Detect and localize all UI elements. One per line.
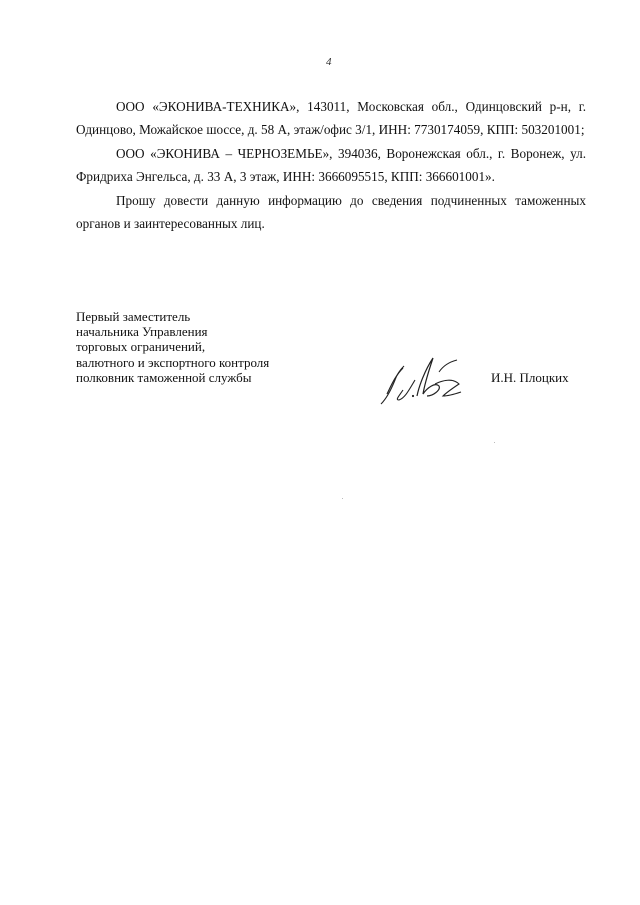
signatory-title-line: Первый заместитель xyxy=(76,309,191,324)
company-ekoniva-chernozemye-paragraph: ООО «ЭКОНИВА – ЧЕРНОЗЕМЬЕ», 394036, Воронежская обл., г. Воронеж, ул. Фридриха Энгельса, д. 33 А, 3 этаж, ИНН: 3666095515, КПП: 366601001». xyxy=(76,146,586,184)
page-number: 4 xyxy=(326,56,332,68)
signatory-title xyxy=(76,309,269,385)
signatory-title-line: валютного и экспортного контроля xyxy=(76,354,270,370)
signatory-title-line: полковник таможенной службы xyxy=(76,369,252,385)
handwritten-signature xyxy=(373,350,473,410)
letter-body xyxy=(76,96,586,237)
company-ekoniva-tekhnika-paragraph: ООО «ЭКОНИВА-ТЕХНИКА», 143011, Московская обл., Одинцовский р-н, г. Одинцово, Можайское шоссе, д. 58 А, этаж/офис 3/1, ИНН: 7730174059, КПП: 503201001; xyxy=(76,99,586,137)
signatory-title-line: начальника Управления xyxy=(76,324,208,340)
scan-speck xyxy=(494,442,495,443)
scan-speck xyxy=(342,498,343,499)
signer-name: И.Н. Плоцких xyxy=(491,370,569,385)
request-paragraph: Прошу довести данную информацию до сведения подчиненных таможенных органов и заинтересованных лиц. xyxy=(76,193,586,231)
signatory-title-line: торговых ограничений, xyxy=(76,339,206,355)
